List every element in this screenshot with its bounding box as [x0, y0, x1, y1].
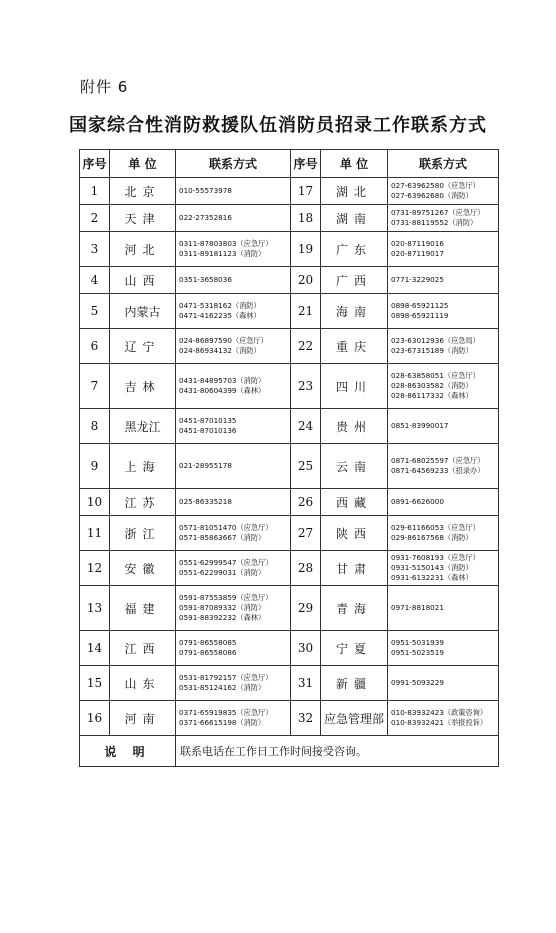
contact-cell — [388, 409, 499, 444]
phone-number: 0351-3658036 — [179, 275, 232, 284]
phone-number: 0531-85124162（消防） — [179, 683, 266, 692]
table-row — [80, 409, 499, 444]
phone-number: 024-86897590（应急厅） — [179, 336, 268, 345]
contact-cell — [388, 551, 499, 586]
header-contact-right: 联系方式 — [388, 150, 499, 178]
contact-cell — [176, 409, 291, 444]
table-row — [80, 444, 499, 489]
unit-name: 甘肃 — [321, 551, 388, 586]
row-number: 31 — [291, 666, 321, 701]
contact-cell — [176, 364, 291, 409]
phone-number: 027-63962680（消防） — [391, 191, 473, 200]
phone-number: 0791-86558085 — [179, 638, 237, 647]
phone-number: 0591-87553859（应急厅） — [179, 593, 273, 602]
table-row — [80, 205, 499, 232]
phone-number: 029-61166053（应急厅） — [391, 523, 480, 532]
phone-number: 022-27352816 — [179, 213, 232, 222]
contact-cell — [388, 444, 499, 489]
phone-number: 0871-64569233（招录办） — [391, 466, 485, 475]
phone-number: 0771-3229025 — [391, 275, 444, 284]
phone-number: 0991-5093229 — [391, 678, 444, 687]
row-number: 13 — [80, 586, 110, 631]
phone-number: 0951-5031939 — [391, 638, 444, 647]
row-number: 7 — [80, 364, 110, 409]
phone-number: 010-83932421（举报投诉） — [391, 718, 488, 727]
contact-cell — [388, 666, 499, 701]
phone-number: 010-55573978 — [179, 186, 232, 195]
contact-cell — [176, 232, 291, 267]
row-number: 18 — [291, 205, 321, 232]
phone-number: 0951-5023519 — [391, 648, 444, 657]
phone-number: 027-63962580（应急厅） — [391, 181, 480, 190]
phone-number: 028-86303582（消防） — [391, 381, 473, 390]
phone-number: 0591-87089332（消防） — [179, 603, 266, 612]
contact-table — [79, 149, 499, 767]
unit-name: 应急管理部 — [321, 701, 388, 736]
unit-name: 江苏 — [110, 489, 176, 516]
contact-cell — [176, 666, 291, 701]
header-unit-right: 单 位 — [321, 150, 388, 178]
phone-number: 0731-89751267（应急厅） — [391, 208, 485, 217]
table-header-row — [80, 150, 499, 178]
contact-cell — [176, 489, 291, 516]
contact-cell — [388, 586, 499, 631]
row-number: 21 — [291, 294, 321, 329]
contact-cell — [176, 551, 291, 586]
row-number: 23 — [291, 364, 321, 409]
attachment-label: 附件 6 — [80, 78, 129, 96]
phone-number: 0451-87010136 — [179, 426, 237, 435]
row-number: 27 — [291, 516, 321, 551]
phone-number: 0891-6626000 — [391, 497, 444, 506]
phone-number: 0931-6132231（森林） — [391, 573, 473, 582]
phone-number: 0371-65919835（应急厅） — [179, 708, 273, 717]
phone-number: 020-87119016 — [391, 239, 444, 248]
phone-number: 0551-62999547（应急厅） — [179, 558, 273, 567]
unit-name: 广西 — [321, 267, 388, 294]
phone-number: 0571-81051470（应急厅） — [179, 523, 273, 532]
phone-number: 0471-5318162（消防） — [179, 301, 261, 310]
phone-number: 0431-84895703（消防） — [179, 376, 266, 385]
contact-cell — [388, 364, 499, 409]
table-row — [80, 294, 499, 329]
phone-number: 021-28955178 — [179, 461, 232, 470]
phone-number: 0471-4162235（森林） — [179, 311, 261, 320]
contact-cell — [176, 701, 291, 736]
row-number: 8 — [80, 409, 110, 444]
phone-number: 024-86934132（消防） — [179, 346, 261, 355]
note-label: 说 明 — [80, 736, 176, 767]
unit-name: 宁夏 — [321, 631, 388, 666]
phone-number: 0871-68025597（应急厅） — [391, 456, 485, 465]
contact-cell — [388, 267, 499, 294]
unit-name: 吉林 — [110, 364, 176, 409]
header-no-left: 序号 — [80, 150, 110, 178]
row-number: 32 — [291, 701, 321, 736]
unit-name: 陕西 — [321, 516, 388, 551]
table-row — [80, 489, 499, 516]
header-contact-left: 联系方式 — [176, 150, 291, 178]
table-row — [80, 551, 499, 586]
row-number: 10 — [80, 489, 110, 516]
phone-number: 0571-85863667（消防） — [179, 533, 266, 542]
table-row — [80, 178, 499, 205]
unit-name: 浙江 — [110, 516, 176, 551]
unit-name: 重庆 — [321, 329, 388, 364]
contact-cell — [176, 631, 291, 666]
unit-name: 黑龙江 — [110, 409, 176, 444]
row-number: 11 — [80, 516, 110, 551]
row-number: 3 — [80, 232, 110, 267]
row-number: 9 — [80, 444, 110, 489]
row-number: 30 — [291, 631, 321, 666]
unit-name: 辽宁 — [110, 329, 176, 364]
phone-number: 0551-62299031（消防） — [179, 568, 266, 577]
phone-number: 0531-81792157（应急厅） — [179, 673, 273, 682]
contact-cell — [176, 329, 291, 364]
unit-name: 湖南 — [321, 205, 388, 232]
contact-cell — [388, 516, 499, 551]
unit-name: 青海 — [321, 586, 388, 631]
row-number: 2 — [80, 205, 110, 232]
phone-number: 0931-5150143（消防） — [391, 563, 473, 572]
contact-cell — [388, 294, 499, 329]
row-number: 6 — [80, 329, 110, 364]
contact-cell — [388, 489, 499, 516]
table-row — [80, 666, 499, 701]
table-row — [80, 516, 499, 551]
contact-cell — [388, 631, 499, 666]
row-number: 1 — [80, 178, 110, 205]
contact-cell — [176, 205, 291, 232]
unit-name: 湖北 — [321, 178, 388, 205]
unit-name: 安徽 — [110, 551, 176, 586]
row-number: 14 — [80, 631, 110, 666]
row-number: 24 — [291, 409, 321, 444]
phone-number: 0898-65921119 — [391, 311, 449, 320]
row-number: 19 — [291, 232, 321, 267]
table-row — [80, 586, 499, 631]
phone-number: 0451-87010135 — [179, 416, 237, 425]
contact-cell — [176, 444, 291, 489]
phone-number: 023-63012936（应急局） — [391, 336, 480, 345]
unit-name: 河南 — [110, 701, 176, 736]
unit-name: 新疆 — [321, 666, 388, 701]
phone-number: 029-86167568（消防） — [391, 533, 473, 542]
phone-number: 0311-89181123（消防） — [179, 249, 266, 258]
document-title: 国家综合性消防救援队伍消防员招录工作联系方式 — [69, 115, 487, 136]
header-no-right: 序号 — [291, 150, 321, 178]
table-row — [80, 701, 499, 736]
table-row — [80, 267, 499, 294]
unit-name: 山东 — [110, 666, 176, 701]
unit-name: 上海 — [110, 444, 176, 489]
contact-cell — [388, 232, 499, 267]
phone-number: 0431-80604399（森林） — [179, 386, 266, 395]
contact-cell — [388, 178, 499, 205]
row-number: 25 — [291, 444, 321, 489]
phone-number: 023-67315189（消防） — [391, 346, 473, 355]
phone-number: 0731-88119552（消防） — [391, 218, 478, 227]
contact-cell — [176, 586, 291, 631]
table-row — [80, 329, 499, 364]
phone-number: 0931-7608193（应急厅） — [391, 553, 480, 562]
unit-name: 海南 — [321, 294, 388, 329]
row-number: 22 — [291, 329, 321, 364]
contact-cell — [176, 294, 291, 329]
table-row — [80, 232, 499, 267]
contact-cell — [176, 178, 291, 205]
row-number: 12 — [80, 551, 110, 586]
phone-number: 0791-86558086 — [179, 648, 237, 657]
row-number: 4 — [80, 267, 110, 294]
unit-name: 四川 — [321, 364, 388, 409]
phone-number: 028-63858051（应急厅） — [391, 371, 480, 380]
unit-name: 天津 — [110, 205, 176, 232]
row-number: 16 — [80, 701, 110, 736]
row-number: 20 — [291, 267, 321, 294]
phone-number: 0851-83990017 — [391, 421, 449, 430]
table-row — [80, 631, 499, 666]
phone-number: 010-83932423（政策咨询） — [391, 708, 488, 717]
phone-number: 0971-8818021 — [391, 603, 444, 612]
contact-cell — [388, 205, 499, 232]
unit-name: 山西 — [110, 267, 176, 294]
phone-number: 0591-88392232（森林） — [179, 613, 266, 622]
row-number: 15 — [80, 666, 110, 701]
row-number: 5 — [80, 294, 110, 329]
unit-name: 云南 — [321, 444, 388, 489]
phone-number: 0898-65921125 — [391, 301, 449, 310]
phone-number: 0371-66615198（消防） — [179, 718, 266, 727]
row-number: 26 — [291, 489, 321, 516]
unit-name: 北京 — [110, 178, 176, 205]
contact-cell — [388, 329, 499, 364]
phone-number: 028-86117332（森林） — [391, 391, 473, 400]
contact-cell — [388, 701, 499, 736]
contact-cell — [176, 267, 291, 294]
unit-name: 贵州 — [321, 409, 388, 444]
unit-name: 广东 — [321, 232, 388, 267]
unit-name: 河北 — [110, 232, 176, 267]
unit-name: 江西 — [110, 631, 176, 666]
contact-cell — [176, 516, 291, 551]
note-row — [80, 736, 499, 767]
row-number: 17 — [291, 178, 321, 205]
note-text: 联系电话在工作日工作时间接受咨询。 — [176, 736, 499, 767]
unit-name: 内蒙古 — [110, 294, 176, 329]
phone-number: 020-87119017 — [391, 249, 444, 258]
table-row — [80, 364, 499, 409]
row-number: 28 — [291, 551, 321, 586]
row-number: 29 — [291, 586, 321, 631]
unit-name: 西藏 — [321, 489, 388, 516]
header-unit-left: 单 位 — [110, 150, 176, 178]
unit-name: 福建 — [110, 586, 176, 631]
phone-number: 0311-87803803（应急厅） — [179, 239, 273, 248]
phone-number: 025-86335218 — [179, 497, 232, 506]
